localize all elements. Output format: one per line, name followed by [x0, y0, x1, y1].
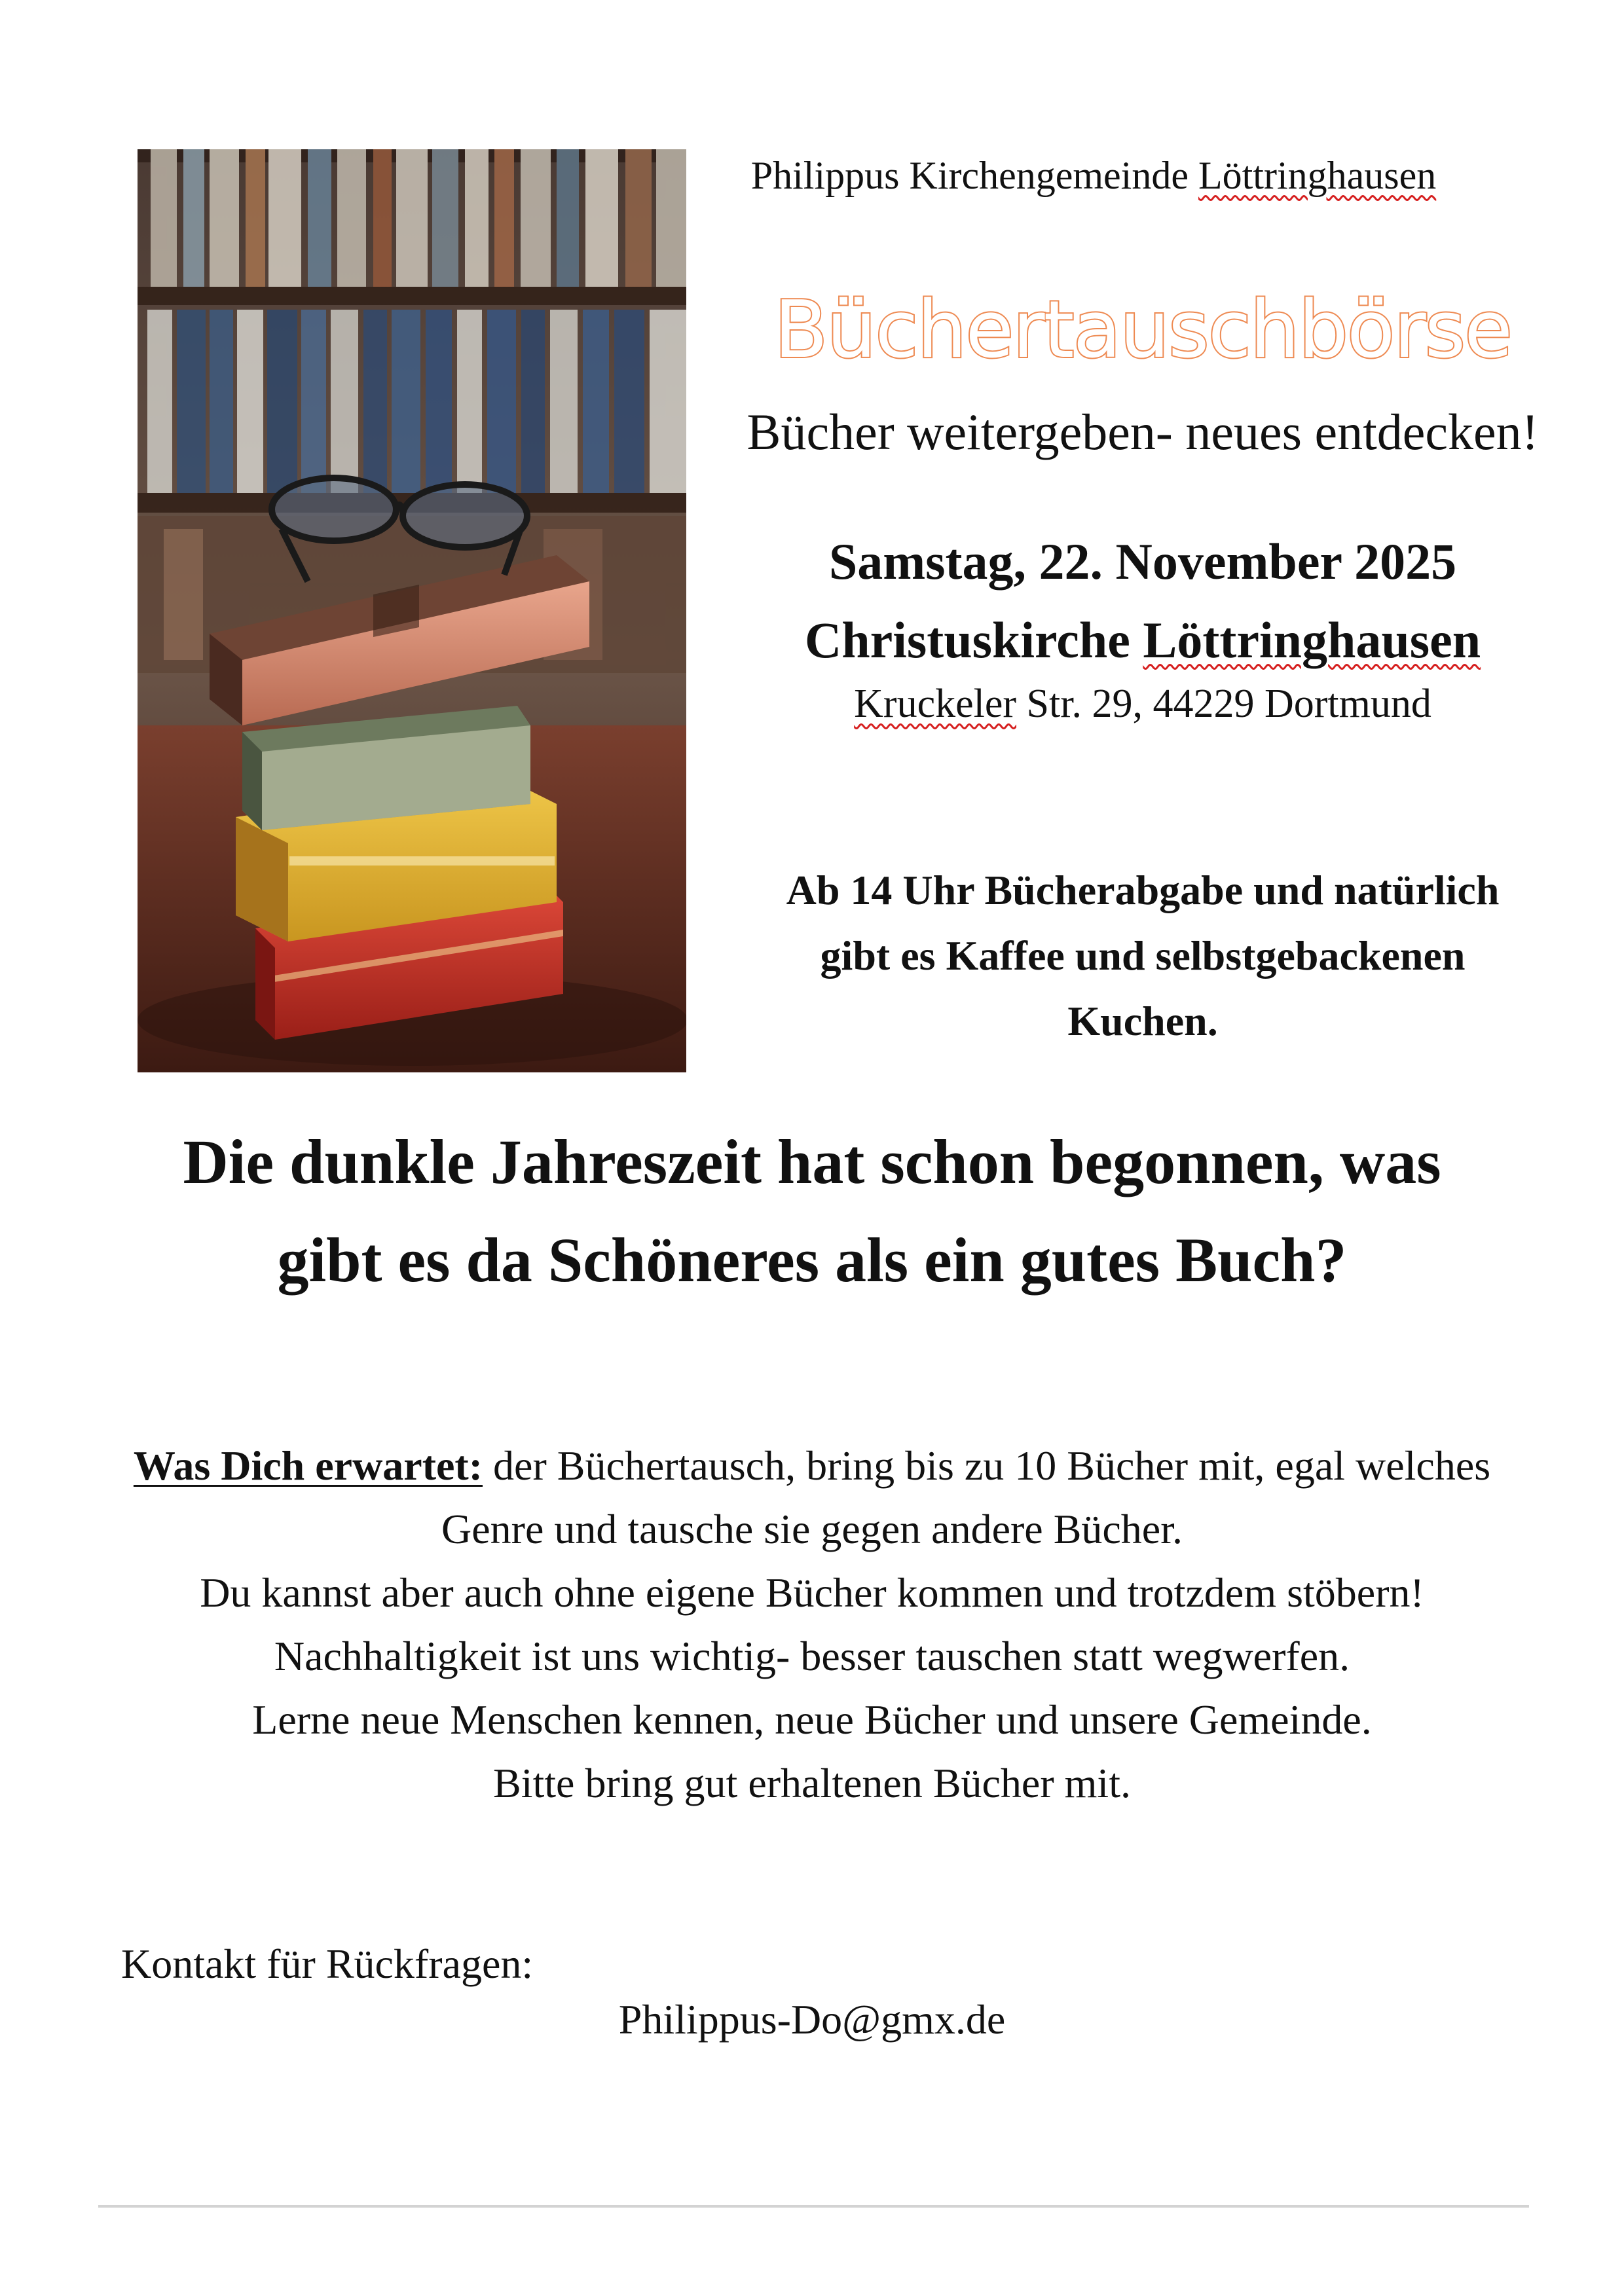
headline-line: Die dunkle Jahreszeit hat schon begonnen, was [183, 1127, 1441, 1197]
venue-prefix: Christuskirche [804, 611, 1143, 668]
body-lead: Was Dich erwartet: [133, 1442, 483, 1489]
body-line: Genre und tausche sie gegen andere Bücher. [441, 1506, 1183, 1552]
body-line: Du kannst aber auch ohne eigene Bücher kommen und trotzdem stöbern! [200, 1569, 1424, 1616]
headline [79, 1113, 1545, 1309]
organization-name [710, 149, 1477, 202]
tagline: Bücher weitergeben- neues entdecken! [747, 403, 1539, 460]
contact-label: Kontakt für Rückfragen: [121, 1941, 534, 1987]
venue-place: Löttringhausen [1143, 611, 1481, 668]
books-photo [138, 149, 686, 1072]
body-line [79, 1434, 1545, 1497]
intro-line: Kuchen. [1067, 998, 1218, 1044]
contact-email: Philippus-Do@gmx.de [618, 1996, 1006, 2043]
body-line-rest: der Büchertausch, bring bis zu 10 Bücher mit, egal welches [483, 1442, 1491, 1489]
footer-divider [98, 2205, 1529, 2208]
headline-line: gibt es da Schöneres als ein gutes Buch? [277, 1225, 1347, 1295]
books-illustration [138, 149, 686, 1072]
address-rest: Str. 29, 44229 Dortmund [1016, 682, 1431, 726]
intro-line: Ab 14 Uhr Bücherabgabe und natürlich [786, 867, 1500, 913]
intro-line: gibt es Kaffee und selbstgebackenen [820, 932, 1466, 979]
body-line: Lerne neue Menschen kennen, neue Bücher und unsere Gemeinde. [252, 1696, 1372, 1743]
address-street: Kruckeler [854, 682, 1017, 726]
organization-prefix: Philippus Kirchengemeinde [750, 154, 1198, 197]
event-address [710, 678, 1575, 730]
body-text [79, 1434, 1545, 1815]
organization-place: Löttringhausen [1198, 154, 1437, 197]
event-venue [710, 608, 1575, 673]
body-line: Bitte bring gut erhaltenen Bücher mit. [493, 1760, 1131, 1806]
event-date: Samstag, 22. November 2025 [828, 533, 1457, 590]
body-line: Nachhaltigkeit ist uns wichtig- besser tauschen statt wegwerfen. [274, 1633, 1350, 1679]
event-title: Büchertauschbörse [773, 285, 1512, 376]
intro-block [710, 858, 1575, 1054]
